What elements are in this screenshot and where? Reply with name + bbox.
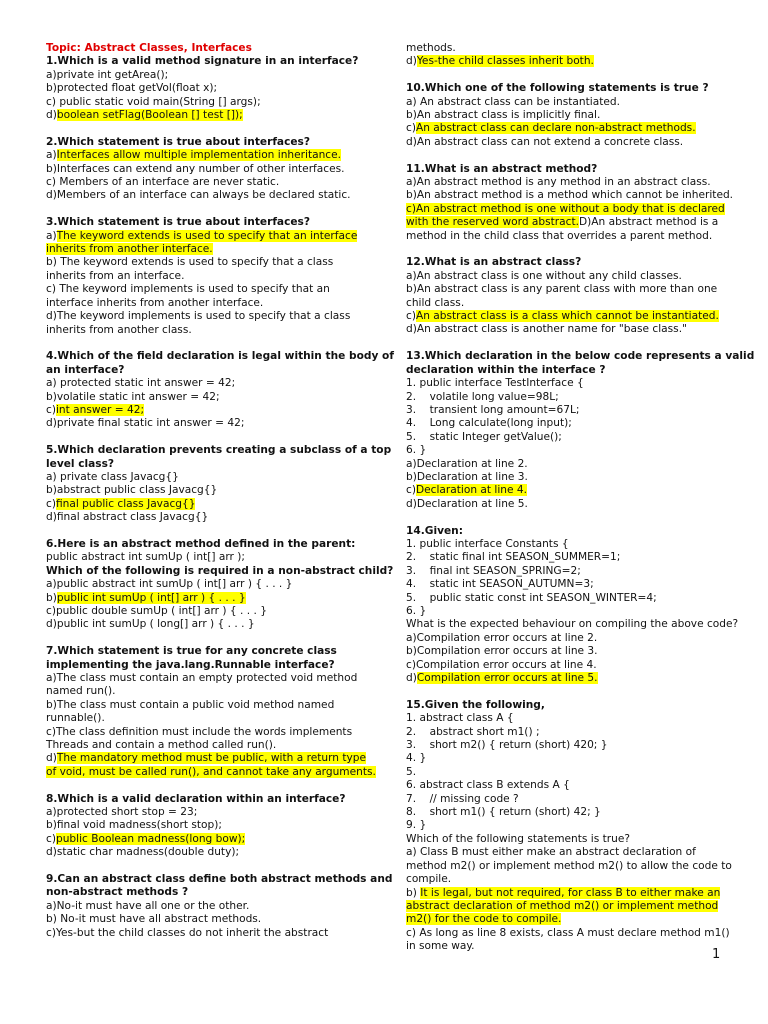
option-text: d)	[406, 672, 417, 685]
option-text: d)public int sumUp ( long[] arr ) { . . . }	[46, 618, 255, 631]
option-text: d)	[46, 752, 57, 765]
option-text: a)No-it must have all one or the other.	[46, 899, 250, 912]
highlighted-answer: abstract declaration of method m2() or implement method	[406, 899, 719, 912]
option-text: c) The keyword implements is used to specify that an	[46, 283, 330, 296]
question-line-first	[46, 350, 394, 363]
question-line	[406, 819, 732, 832]
question-line	[406, 806, 732, 819]
question-line	[406, 444, 732, 457]
option-text: b)volatile static int answer = 42;	[46, 390, 220, 403]
question-q11	[406, 163, 732, 243]
question-line-first	[46, 55, 368, 68]
highlighted-answer: The keyword extends is used to specify that an interface	[56, 229, 358, 242]
option-text: 4. }	[406, 752, 427, 765]
option-text: b)protected float getVol(float x);	[46, 82, 218, 95]
question-line	[46, 109, 368, 122]
question-line-first	[406, 699, 732, 712]
question-line	[406, 672, 732, 685]
question-line-first	[406, 256, 732, 269]
question-line	[406, 739, 732, 752]
question-line	[406, 592, 732, 605]
question-line	[406, 417, 732, 430]
question-text: 13.Which declaration in the below code represents a valid	[406, 350, 755, 363]
question-q15	[406, 699, 732, 954]
highlighted-answer: An abstract class is a class which cannot be instantiated.	[415, 310, 719, 323]
option-text: c)	[406, 122, 416, 135]
option-text: 3. final int SEASON_SPRING=2;	[406, 564, 581, 577]
question-line	[406, 618, 739, 631]
question-line	[46, 417, 368, 430]
question-line	[46, 96, 368, 109]
question-line	[406, 873, 732, 886]
question-line	[406, 659, 732, 672]
question-line	[406, 176, 732, 189]
page-number: 1	[712, 947, 721, 962]
question-line	[406, 793, 732, 806]
question-line	[406, 712, 732, 725]
option-text: c) Members of an interface are never static.	[46, 176, 280, 189]
question-line	[406, 109, 732, 122]
question-text: an interface?	[46, 363, 125, 376]
question-q8	[46, 793, 368, 860]
option-text: 1. public interface Constants {	[406, 537, 569, 550]
option-text: method m2() or implement method m2() to allow the code to	[406, 859, 732, 872]
option-text: 1. abstract class A {	[406, 712, 514, 725]
option-text: b)Declaration at line 3.	[406, 470, 528, 483]
question-q9-cont	[406, 42, 732, 69]
question-line	[406, 283, 732, 296]
option-text: Which of the following statements is true?	[406, 832, 630, 845]
question-line	[46, 270, 368, 283]
question-line	[406, 458, 732, 471]
question-line	[46, 659, 368, 672]
option-text: interface inherits from another interface.	[46, 296, 264, 309]
question-line	[46, 592, 368, 605]
option-text: methods.	[406, 42, 456, 54]
question-text: 3.Which statement is true about interfaces?	[46, 216, 311, 229]
spacer	[46, 632, 368, 645]
option-text: d)	[46, 109, 57, 122]
question-line-first	[406, 82, 732, 95]
question-text: Which of the following is required in a non-abstract child?	[46, 564, 394, 577]
question-line	[406, 364, 732, 377]
question-line	[406, 55, 732, 68]
question-line	[46, 189, 368, 202]
question-line	[406, 551, 732, 564]
question-line	[406, 752, 732, 765]
option-text: 5.	[406, 765, 417, 778]
question-line	[406, 96, 732, 109]
option-text: c)	[406, 484, 416, 497]
option-text: d)private final static int answer = 42;	[46, 417, 245, 430]
question-line	[406, 605, 732, 618]
question-line	[46, 82, 368, 95]
question-line	[46, 377, 368, 390]
question-text: 14.Given:	[406, 524, 463, 537]
option-text: a)Compilation error occurs at line 2.	[406, 631, 598, 644]
question-line	[46, 833, 368, 846]
option-text: b)An abstract class is implicitly final.	[406, 109, 601, 122]
question-text: 9.Can an abstract class define both abstract methods and	[46, 873, 393, 886]
highlighted-answer: Interfaces allow multiple implementation inheritance.	[56, 149, 342, 162]
option-text: b)final void madness(short stop);	[46, 819, 222, 832]
question-line	[46, 404, 368, 417]
question-text: 6.Here is an abstract method defined in the parent:	[46, 537, 356, 550]
question-line	[406, 122, 732, 135]
question-line	[46, 685, 368, 698]
spacer	[46, 431, 368, 444]
spacer	[406, 685, 732, 698]
question-q13	[406, 350, 755, 511]
option-text: 3. short m2() { return (short) 420; }	[406, 739, 608, 752]
question-line	[46, 927, 368, 940]
question-q1	[46, 55, 368, 122]
option-text: 6. abstract class B extends A {	[406, 779, 570, 792]
option-text: c) public static void main(String [] args);	[46, 95, 261, 108]
option-text: a) An abstract class can be instantiated.	[406, 95, 620, 108]
highlighted-answer: with the reserved word abstract.	[406, 216, 579, 229]
option-text: c)The class definition must include the words implements	[46, 725, 353, 738]
spacer	[46, 337, 368, 350]
question-line	[46, 752, 368, 765]
question-text: level class?	[46, 457, 115, 470]
question-line-first	[46, 216, 368, 229]
question-line	[46, 739, 368, 752]
option-text: method in the child class that overrides a parent method.	[406, 229, 713, 242]
question-text: declaration within the interface ?	[406, 363, 606, 376]
question-line	[46, 551, 368, 564]
question-line	[406, 565, 732, 578]
spacer	[406, 149, 732, 162]
option-text: a)protected short stop = 23;	[46, 806, 198, 819]
option-text: a)An abstract method is any method in an abstract class.	[406, 176, 711, 189]
highlighted-answer: Declaration at line 4.	[415, 484, 528, 497]
question-line-first	[406, 42, 732, 55]
question-line	[46, 256, 368, 269]
question-line	[46, 149, 368, 162]
option-text: child class.	[406, 296, 465, 309]
question-line	[406, 203, 732, 216]
topic-heading: Topic: Abstract Classes, Interfaces	[46, 42, 252, 54]
question-line	[406, 471, 732, 484]
question-text: 10.Which one of the following statements is true ?	[406, 82, 709, 95]
question-line	[406, 645, 732, 658]
option-text: b) No-it must have all abstract methods.	[46, 913, 262, 926]
question-line	[46, 283, 368, 296]
question-line	[46, 498, 368, 511]
question-line-first	[46, 444, 392, 457]
question-line	[406, 779, 732, 792]
option-text: 8. short m1() { return (short) 42; }	[406, 806, 601, 819]
option-text: a) protected static int answer = 42;	[46, 377, 236, 390]
option-text: in some way.	[406, 940, 475, 953]
question-q2	[46, 136, 368, 203]
question-line	[406, 538, 732, 551]
question-text: 1.Which is a valid method signature in an interface?	[46, 55, 359, 68]
question-line	[46, 806, 368, 819]
question-q10	[406, 82, 732, 149]
option-text: public abstract int sumUp ( int[] arr );	[46, 551, 245, 564]
question-line-first	[406, 525, 732, 538]
spacer	[46, 525, 368, 538]
question-line	[406, 310, 732, 323]
question-text: 15.Given the following,	[406, 698, 545, 711]
option-text: 2. static final int SEASON_SUMMER=1;	[406, 551, 621, 564]
option-text: a)Declaration at line 2.	[406, 457, 528, 470]
question-line	[406, 940, 732, 953]
question-q9	[46, 873, 393, 940]
question-line	[406, 860, 732, 873]
option-text: d)static char madness(double duty);	[46, 846, 240, 859]
option-text: a)public abstract int sumUp ( int[] arr ) { . . . }	[46, 578, 293, 591]
question-q4	[46, 350, 394, 430]
question-line	[46, 471, 368, 484]
option-text: b)	[46, 591, 57, 604]
highlighted-answer: c)An abstract method is one without a body that is declared	[406, 202, 725, 215]
question-q5	[46, 444, 392, 524]
question-line	[46, 458, 368, 471]
option-text: 5. static Integer getValue();	[406, 430, 562, 443]
option-text: c) As long as line 8 exists, class A must declare method m1()	[406, 926, 730, 939]
question-line	[406, 270, 732, 283]
question-line	[406, 913, 732, 926]
option-text: b)	[406, 886, 421, 899]
question-line	[46, 176, 368, 189]
question-line	[46, 726, 368, 739]
spacer	[406, 243, 732, 256]
option-text: 2. volatile long value=98L;	[406, 390, 559, 403]
question-line	[406, 216, 732, 229]
question-line	[46, 712, 368, 725]
option-text: c)	[46, 497, 56, 510]
option-text: a) private class Javacg{}	[46, 470, 179, 483]
question-line	[406, 578, 732, 591]
question-line	[46, 391, 368, 404]
question-line-first	[46, 873, 393, 886]
option-text: c)	[46, 832, 56, 845]
spacer	[406, 511, 732, 524]
option-text: c)Yes-but the child classes do not inherit the abstract	[46, 926, 329, 939]
question-line	[406, 846, 732, 859]
option-text: 2. abstract short m1() ;	[406, 725, 540, 738]
question-q12	[406, 256, 732, 336]
question-line	[46, 886, 368, 899]
question-q7	[46, 645, 376, 779]
option-text: 4. Long calculate(long input);	[406, 417, 572, 430]
option-text: c)public double sumUp ( int[] arr ) { . . . }	[46, 604, 267, 617]
option-text: 9. }	[406, 819, 427, 832]
option-text: d)final abstract class Javacg{}	[46, 511, 209, 524]
question-line	[406, 726, 732, 739]
option-text: d)An abstract class is another name for "base class."	[406, 323, 687, 336]
highlighted-answer: It is legal, but not required, for class B to either make an	[420, 886, 721, 899]
highlighted-answer: An abstract class can declare non-abstract methods.	[415, 122, 696, 135]
question-text: 11.What is an abstract method?	[406, 162, 598, 175]
question-line	[406, 887, 732, 900]
option-text: a) Class B must either make an abstract declaration of	[406, 846, 696, 859]
spacer	[46, 122, 368, 135]
option-text: compile.	[406, 873, 452, 886]
question-text: 8.Which is a valid declaration within an interface?	[46, 792, 346, 805]
question-line	[406, 766, 732, 779]
question-line	[406, 377, 732, 390]
option-text: d)	[406, 55, 417, 68]
option-text: b)An abstract method is a method which cannot be inherited.	[406, 189, 734, 202]
question-line	[46, 900, 368, 913]
question-line	[46, 230, 368, 243]
option-text: 6. }	[406, 444, 427, 457]
question-q14	[406, 524, 739, 686]
question-line-first	[46, 793, 368, 806]
option-text: 4. static int SEASON_AUTUMN=3;	[406, 578, 594, 591]
question-text: non-abstract methods ?	[46, 886, 189, 899]
highlighted-answer: boolean setFlag(Boolean [] test []);	[56, 109, 243, 122]
option-text: b)The class must contain a public void method named	[46, 698, 335, 711]
question-text: implementing the java.lang.Runnable interface?	[46, 658, 335, 671]
option-text: b) The keyword extends is used to specify that a class	[46, 256, 334, 269]
option-text: c)	[46, 403, 56, 416]
option-text: named run().	[46, 685, 116, 698]
highlighted-answer: public int sumUp ( int[] arr ) { . . . }	[56, 591, 246, 604]
option-text: a)private int getArea();	[46, 68, 169, 81]
spacer	[46, 860, 368, 873]
spacer	[46, 203, 368, 216]
question-line	[46, 819, 368, 832]
spacer	[46, 779, 368, 792]
question-text: 4.Which of the field declaration is legal within the body of	[46, 350, 394, 363]
question-line-first	[46, 136, 368, 149]
question-line	[406, 484, 732, 497]
question-line	[46, 765, 376, 779]
question-line	[46, 310, 368, 323]
question-line	[406, 498, 732, 511]
question-line	[406, 404, 732, 417]
option-text: 7. // missing code ?	[406, 792, 519, 805]
option-text: b)An abstract class is any parent class with more than one	[406, 283, 718, 296]
question-line	[46, 578, 368, 591]
question-line	[46, 243, 368, 256]
option-text: c)	[406, 310, 416, 323]
option-text: d)An abstract class can not extend a concrete class.	[406, 135, 684, 148]
option-text: a)	[46, 229, 57, 242]
option-text: Threads and contain a method called run().	[46, 739, 277, 752]
question-text: 12.What is an abstract class?	[406, 256, 582, 269]
option-text: 6. }	[406, 604, 427, 617]
highlighted-answer: inherits from another interface.	[46, 243, 213, 256]
question-line	[406, 136, 732, 149]
question-line	[46, 618, 368, 631]
question-line	[46, 69, 368, 82]
question-text: 7.Which statement is true for any concrete class	[46, 645, 337, 658]
option-text: d)Members of an interface can always be declared static.	[46, 189, 351, 202]
highlighted-answer: m2() for the code to compile.	[406, 913, 562, 926]
highlighted-answer: The mandatory method must be public, with a return type	[56, 752, 366, 765]
question-line	[46, 699, 368, 712]
question-text: 2.Which statement is true about interfaces?	[46, 135, 311, 148]
option-text: b)Interfaces can extend any number of other interfaces.	[46, 162, 345, 175]
option-text: a)An abstract class is one without any child classes.	[406, 269, 682, 282]
question-line	[406, 189, 732, 202]
option-text: c)Compilation error occurs at line 4.	[406, 658, 597, 671]
spacer	[406, 337, 732, 350]
question-line	[406, 833, 732, 846]
question-q6	[46, 537, 394, 632]
question-line	[406, 632, 732, 645]
option-text: 3. transient long amount=67L;	[406, 403, 580, 416]
option-text: b)abstract public class Javacg{}	[46, 484, 218, 497]
option-text: d)The keyword implements is used to specify that a class	[46, 310, 351, 323]
question-line	[406, 323, 732, 336]
option-text: runnable().	[46, 712, 105, 725]
option-text: 5. public static const int SEASON_WINTER=4;	[406, 591, 657, 604]
question-line	[46, 297, 368, 310]
highlighted-answer: final public class Javacg{}	[55, 497, 196, 510]
highlighted-answer: public Boolean madness(long bow);	[55, 832, 246, 845]
option-text: inherits from an interface.	[46, 269, 185, 282]
highlighted-answer: Compilation error occurs at line 5.	[416, 672, 598, 685]
question-line	[406, 297, 732, 310]
question-line-first	[406, 350, 755, 363]
question-line	[46, 511, 368, 524]
highlighted-answer: Yes-the child classes inherit both.	[416, 55, 594, 68]
question-line	[46, 324, 368, 337]
option-text: inherits from another class.	[46, 323, 192, 336]
question-line	[46, 163, 368, 176]
question-line-first	[46, 645, 368, 658]
question-line	[46, 846, 368, 859]
question-line	[46, 484, 368, 497]
question-line	[46, 913, 368, 926]
left-column	[46, 42, 394, 940]
question-line	[406, 230, 732, 243]
option-text: a)The class must contain an empty protected void method	[46, 672, 358, 684]
right-column	[406, 42, 755, 954]
question-text: 5.Which declaration prevents creating a subclass of a top	[46, 444, 392, 457]
question-line	[46, 564, 394, 578]
question-q3	[46, 216, 368, 337]
question-line	[406, 391, 732, 404]
question-line	[46, 605, 368, 618]
highlighted-answer: int answer = 42;	[55, 403, 145, 416]
question-line	[46, 672, 368, 685]
question-line-first	[406, 163, 732, 176]
spacer	[406, 69, 732, 82]
highlighted-answer: of void, must be called run(), and cannot take any arguments.	[46, 765, 376, 778]
option-text: d)Declaration at line 5.	[406, 497, 528, 510]
option-text: D)An abstract method is a	[579, 216, 719, 229]
option-text: a)	[46, 149, 57, 162]
option-text: b)Compilation error occurs at line 3.	[406, 645, 598, 658]
option-text: What is the expected behaviour on compiling the above code?	[406, 618, 739, 631]
question-line	[406, 900, 732, 913]
question-line	[46, 364, 368, 377]
question-line-first	[46, 538, 368, 551]
option-text: 1. public interface TestInterface {	[406, 377, 584, 390]
question-line	[406, 927, 732, 940]
question-line	[406, 431, 732, 444]
